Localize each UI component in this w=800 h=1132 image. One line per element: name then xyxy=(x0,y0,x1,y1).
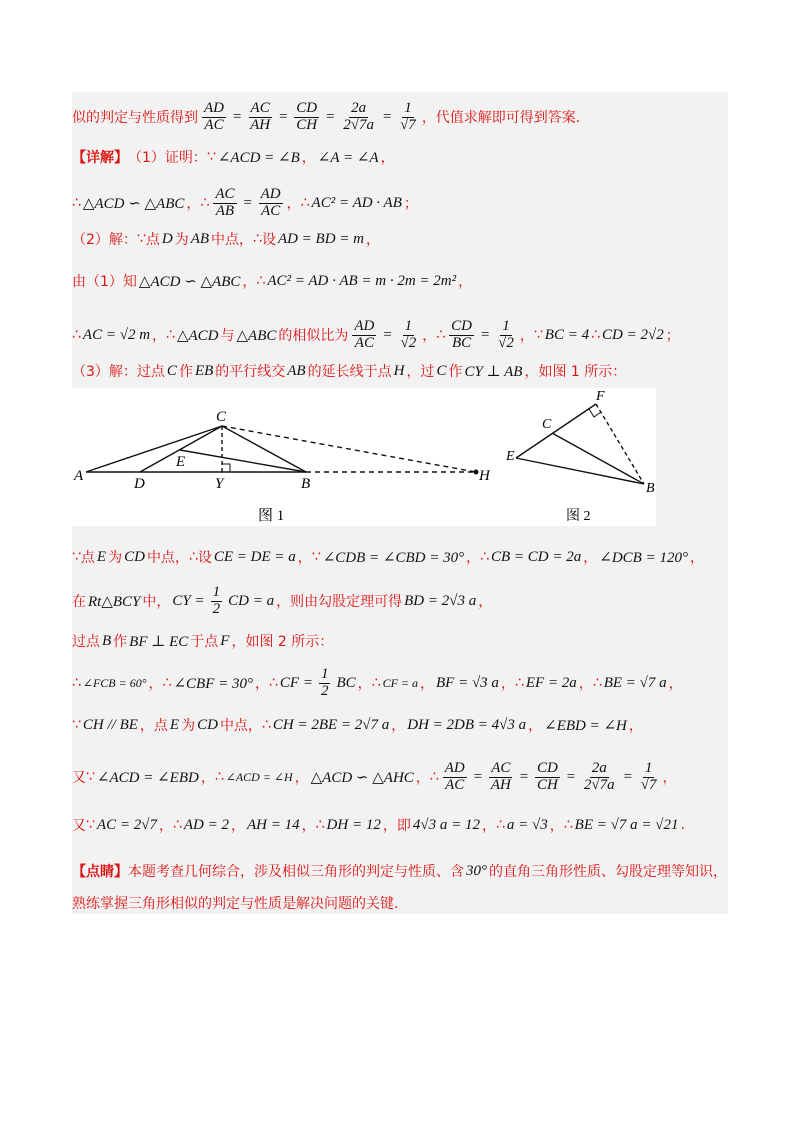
text-line xyxy=(72,186,728,220)
text-run: ， xyxy=(255,676,269,692)
text-run: ∴ xyxy=(591,327,600,343)
text-run: ∴ xyxy=(514,675,524,691)
text-line xyxy=(72,584,728,618)
text-run: 中点， xyxy=(146,550,189,566)
denominator: 2 xyxy=(320,682,329,699)
text-run: 的延长线于点 xyxy=(307,364,392,380)
label-e-2: E xyxy=(506,449,515,464)
numerator: 2a xyxy=(591,759,607,776)
math-expression: a = √3 xyxy=(506,816,548,833)
text-run: ∴ xyxy=(315,817,325,833)
math-expression: BE = √7 a xyxy=(603,674,667,691)
math-expression: ∠ACD = ∠EBD xyxy=(96,769,199,786)
numerator: AD xyxy=(260,185,281,202)
numerator: AD xyxy=(444,759,465,776)
text-run: 的平行线交 xyxy=(215,364,286,380)
line-ch xyxy=(222,426,476,472)
label-b: B xyxy=(301,476,311,492)
text-run: （2）解： xyxy=(72,232,137,248)
text-line xyxy=(72,318,728,352)
numerator: 1 xyxy=(320,665,329,682)
fraction xyxy=(396,101,420,134)
text-run: ∴ xyxy=(72,675,81,691)
text-run: ∴ xyxy=(495,817,505,833)
text-run: ， xyxy=(294,770,309,786)
text-run: 中点， xyxy=(211,232,254,248)
numerator: 1 xyxy=(404,99,412,116)
text-run: ，过 xyxy=(406,364,435,380)
text-run: 作 xyxy=(448,364,463,380)
text-run: ， xyxy=(148,676,163,692)
numerator: CD xyxy=(451,317,472,334)
text-run: ∵ xyxy=(206,149,216,165)
text-run: ， xyxy=(689,550,704,566)
text-run: 的相似比为 xyxy=(278,328,349,344)
text-run: ∵ xyxy=(86,817,95,833)
math-expression: △ACD ∽ △ABC xyxy=(82,195,185,212)
text-run: ， xyxy=(357,676,372,692)
text-line xyxy=(72,666,728,700)
numerator: 1 xyxy=(404,317,413,334)
text-run: ， xyxy=(286,196,301,212)
text-run: ∴ xyxy=(172,817,182,833)
numerator: AC xyxy=(491,759,511,776)
text-run: （3）解：过点 xyxy=(72,364,165,380)
math-expression: CF = a xyxy=(382,675,418,690)
text-run: ∵ xyxy=(136,231,146,247)
math-expression: CY ⊥ AB xyxy=(464,363,523,380)
denominator: 2√7a xyxy=(583,776,615,793)
text-run: ， xyxy=(481,818,496,834)
math-expression: AD = 2 xyxy=(183,816,229,833)
math-expression: ∠CBF = 30° xyxy=(173,675,253,692)
denominator: AC xyxy=(445,776,465,793)
denominator: AH xyxy=(250,116,271,133)
fraction xyxy=(317,667,333,700)
math-expression: BC = 4 xyxy=(544,326,590,343)
math-expression: BD = 2√3 a xyxy=(404,592,477,609)
fraction xyxy=(494,319,518,352)
text-run: ，则由勾股定理可得 xyxy=(276,594,403,610)
text-run: ； xyxy=(403,196,418,212)
math-expression: Rt△BCY xyxy=(88,593,141,610)
text-run: ∵ xyxy=(533,327,543,343)
text-run: 作 xyxy=(113,634,128,650)
text-run: 本题考查几何综合，涉及相似三角形的判定与性质、含 xyxy=(128,864,464,880)
math-expression: DH = 2DB = 4√3 a xyxy=(407,716,527,733)
text-run: （1）证明： xyxy=(128,150,207,166)
text-run: ， xyxy=(578,676,593,692)
text-line xyxy=(72,624,728,658)
label-c: C xyxy=(216,409,227,425)
math-expression: AH = 14 xyxy=(247,816,300,833)
math-expression: CB = CD = 2a xyxy=(491,548,582,565)
label-b-2: B xyxy=(646,481,655,496)
math-expression: CF = xyxy=(279,674,313,691)
denominator: 2 xyxy=(212,600,221,617)
text-run: 为 xyxy=(174,232,189,248)
math-expression: △ACD ∽ △AHC xyxy=(310,769,414,786)
denominator: AC xyxy=(261,202,281,219)
text-run: 似的判定与性质得到 xyxy=(72,110,198,126)
text-run: ， xyxy=(500,676,515,692)
text-run: ∴ xyxy=(166,327,175,343)
geometry-figures xyxy=(72,388,656,526)
text-run: ∴ xyxy=(253,231,262,247)
denominator: √2 xyxy=(400,334,417,351)
text-run: ∴ xyxy=(436,327,446,343)
text-run: 由（1）知 xyxy=(72,274,137,290)
text-run: ∵ xyxy=(311,549,321,565)
math-expression: △ABC xyxy=(236,327,277,344)
math-expression: ∠DCB = 120° xyxy=(599,549,688,566)
math-expression: CD xyxy=(197,716,218,733)
math-expression: = xyxy=(242,194,253,211)
text-run: ∴ xyxy=(563,817,573,833)
fraction xyxy=(533,761,562,794)
text-line xyxy=(72,264,728,298)
text-run: 又 xyxy=(72,818,86,834)
math-expression: BF ⊥ EC xyxy=(129,633,189,650)
text-run: ∴ xyxy=(214,769,224,785)
denominator: 2√7a xyxy=(343,116,374,133)
text-run: 点 xyxy=(145,232,160,248)
right-angle-y xyxy=(222,464,230,472)
denominator: √7 xyxy=(400,116,416,133)
fraction xyxy=(246,101,274,134)
text-line xyxy=(72,222,728,256)
text-run: ∴ xyxy=(188,549,198,565)
math-expression: BE = √7 a = √21 xyxy=(574,816,679,833)
math-expression: = xyxy=(381,108,393,125)
fraction xyxy=(350,319,378,352)
numerator: CD xyxy=(296,99,318,116)
text-run: ， xyxy=(662,770,677,786)
text-run: ，点 xyxy=(139,718,168,734)
math-expression: CD = a xyxy=(228,592,275,609)
text-run: ，如图 1 所示： xyxy=(524,364,627,380)
point-h xyxy=(474,470,478,474)
text-run: 为 xyxy=(108,550,123,566)
line-ac xyxy=(86,426,222,472)
denominator: AC xyxy=(204,116,224,133)
text-run: ， xyxy=(200,770,215,786)
math-expression: ∠ACD = ∠H xyxy=(225,769,293,784)
text-line xyxy=(72,354,728,388)
fraction xyxy=(292,101,321,134)
denominator: √7 xyxy=(640,776,657,793)
text-run: ， xyxy=(420,676,434,692)
math-expression: BC xyxy=(336,674,356,691)
math-expression: ∠FCB = 60° xyxy=(82,675,147,690)
text-run: ， xyxy=(231,818,245,834)
math-expression: △ACD xyxy=(176,327,219,344)
math-expression: C xyxy=(166,362,177,379)
text-run: ， xyxy=(528,718,543,734)
text-run: ， xyxy=(628,718,643,734)
math-expression: E xyxy=(169,716,180,733)
math-expression: AC = √2 m xyxy=(82,326,151,343)
math-expression: CE = DE = a xyxy=(213,548,296,565)
text-run: ，如图 2 所示： xyxy=(231,634,334,650)
math-expression: ∠EBD = ∠H xyxy=(544,717,627,734)
math-expression: = xyxy=(232,108,243,125)
numerator: 2a xyxy=(351,99,367,116)
text-run: ， xyxy=(415,770,430,786)
math-expression: CY = xyxy=(172,592,205,609)
text-line xyxy=(72,100,728,134)
text-run: ∵ xyxy=(72,549,81,565)
denominator: √2 xyxy=(498,334,514,351)
text-run: ∴ xyxy=(256,273,266,289)
math-expression: △ACD ∽ △ABC xyxy=(138,273,241,290)
math-expression: BF = √3 a xyxy=(436,674,499,691)
label-f: F xyxy=(596,389,605,404)
text-run: ， xyxy=(549,818,564,834)
fraction xyxy=(209,585,225,618)
section-heading: 【点睛】 xyxy=(72,864,128,880)
math-expression: AC² = AD · AB xyxy=(311,194,402,211)
denominator: AB xyxy=(215,202,235,219)
text-run: ， xyxy=(158,818,173,834)
math-expression: AB xyxy=(287,362,306,379)
denominator: CH xyxy=(296,116,318,133)
figure-area xyxy=(72,388,656,526)
text-run: ∴ xyxy=(371,675,381,691)
text-run: ， xyxy=(668,676,683,692)
text-run: ，即 xyxy=(382,818,411,834)
text-run: ， xyxy=(152,328,167,344)
text-run: . xyxy=(680,817,685,833)
fraction xyxy=(447,319,476,352)
math-expression: CH = 2BE = 2√7 a xyxy=(272,716,390,733)
numerator: 1 xyxy=(212,583,221,600)
text-run: 中， xyxy=(142,594,171,610)
numerator: AD xyxy=(204,99,224,116)
text-run: ，代值求解即可得到答案. xyxy=(421,110,581,126)
math-expression: = xyxy=(565,768,576,785)
text-run: 熟练掌握三角形相似的判定与性质是解决问题的关键. xyxy=(72,896,399,912)
math-expression: EF = 2a xyxy=(525,674,577,691)
math-expression: D xyxy=(161,230,173,247)
text-run: 设 xyxy=(197,550,212,566)
fraction xyxy=(487,761,515,794)
text-run: ∴ xyxy=(72,327,81,343)
text-run: 为 xyxy=(181,718,196,734)
line-ef xyxy=(516,404,596,458)
figure-2-caption: 图 2 xyxy=(566,509,591,524)
math-expression: = xyxy=(480,326,491,343)
text-line xyxy=(72,540,728,574)
line-cb-2 xyxy=(552,433,644,484)
text-run: 过点 xyxy=(72,634,100,650)
text-run: ∴ xyxy=(592,675,602,691)
numerator: AD xyxy=(354,317,375,334)
math-expression: ∠CDB = ∠CBD = 30° xyxy=(322,549,465,566)
text-run: ， xyxy=(186,196,201,212)
text-run: 的直角三角形性质、勾股定理等知识， xyxy=(489,864,727,880)
text-line xyxy=(72,854,728,888)
text-run: 与 xyxy=(220,328,235,344)
math-expression: CD xyxy=(124,548,145,565)
text-run: ， xyxy=(391,718,406,734)
fraction xyxy=(257,187,285,220)
text-run: 作 xyxy=(178,364,193,380)
label-c-2: C xyxy=(542,417,552,432)
line-eb-2 xyxy=(516,458,644,484)
text-run: ， xyxy=(297,550,312,566)
label-a: A xyxy=(74,468,84,484)
denominator: CH xyxy=(536,776,558,793)
text-run: ， xyxy=(301,150,316,166)
math-expression: AB xyxy=(190,230,210,247)
math-expression: = xyxy=(622,768,633,785)
section-heading: 【详解】 xyxy=(72,150,128,166)
denominator: AC xyxy=(354,334,374,351)
math-expression: AD = BD = m xyxy=(277,230,365,247)
numerator: AC xyxy=(215,185,235,202)
text-run: ， xyxy=(583,550,598,566)
math-expression: CD = 2√2 xyxy=(602,326,664,343)
label-h: H xyxy=(479,468,490,484)
figure-2 xyxy=(516,404,644,484)
numerator: 1 xyxy=(502,317,510,334)
math-expression: = xyxy=(472,768,483,785)
text-run: ， xyxy=(366,232,381,248)
text-run: ∴ xyxy=(429,769,439,785)
math-expression: F xyxy=(220,632,230,649)
math-expression: C xyxy=(436,362,447,379)
line-fb xyxy=(596,404,644,484)
text-run: ∵ xyxy=(86,769,95,785)
text-line xyxy=(72,886,728,920)
math-expression: = xyxy=(325,108,336,125)
text-run: ， xyxy=(242,274,257,290)
fraction xyxy=(580,761,619,794)
numerator: CD xyxy=(536,759,558,776)
text-run: 又 xyxy=(72,770,86,786)
math-expression: DH = 12 xyxy=(326,816,381,833)
figure-1-caption: 图 1 xyxy=(258,508,285,524)
math-expression: B xyxy=(102,632,112,649)
text-run: ， xyxy=(519,328,534,344)
right-angle-f xyxy=(589,409,601,417)
text-run: ∴ xyxy=(300,195,310,211)
text-run: ∴ xyxy=(162,675,172,691)
text-run: 设 xyxy=(261,232,276,248)
math-expression: ∠A = ∠A xyxy=(317,149,379,166)
figure-1 xyxy=(86,426,478,474)
text-line xyxy=(72,808,728,842)
text-line xyxy=(72,140,728,174)
text-run: ∴ xyxy=(72,195,81,211)
math-expression: = xyxy=(518,768,529,785)
math-expression: EB xyxy=(194,362,214,379)
text-run: ∴ xyxy=(480,549,490,565)
text-run: ， xyxy=(422,328,437,344)
text-run: 中点， xyxy=(219,718,262,734)
text-run: ， xyxy=(380,150,395,166)
math-expression: AC² = AD · AB = m · 2m = 2m² xyxy=(267,272,457,289)
fraction xyxy=(441,761,469,794)
math-expression: 30° xyxy=(466,862,487,879)
numerator: 1 xyxy=(644,759,653,776)
text-run: 于点 xyxy=(190,634,219,650)
denominator: BC xyxy=(451,334,472,351)
math-expression: = xyxy=(278,108,289,125)
text-run: ， xyxy=(466,550,481,566)
label-d: D xyxy=(134,476,145,492)
text-run: ， xyxy=(301,818,316,834)
math-expression: = xyxy=(382,326,393,343)
numerator: AC xyxy=(250,99,270,116)
text-line xyxy=(72,760,728,794)
math-expression: H xyxy=(393,362,405,379)
text-run: ∵ xyxy=(72,717,81,733)
math-expression: 4√3 a = 12 xyxy=(412,816,480,833)
text-run: ； xyxy=(665,328,680,344)
text-line xyxy=(72,708,728,742)
math-expression: AC = 2√7 xyxy=(96,816,157,833)
text-run: ， xyxy=(478,594,493,610)
fraction xyxy=(397,319,421,352)
math-expression: ∠ACD = ∠B xyxy=(217,149,300,166)
text-run: ∴ xyxy=(269,675,278,691)
label-e: E xyxy=(176,454,186,470)
text-run: 在 xyxy=(72,594,86,610)
math-expression: CH // BE xyxy=(82,716,138,733)
fraction xyxy=(637,761,661,794)
fraction xyxy=(339,101,378,134)
text-run: 点 xyxy=(80,550,95,566)
fraction xyxy=(200,101,228,134)
text-run: ∴ xyxy=(261,717,271,733)
denominator: AH xyxy=(490,776,511,793)
label-y: Y xyxy=(215,476,224,492)
text-run: ∴ xyxy=(200,195,210,211)
text-run: ， xyxy=(458,274,473,290)
fraction xyxy=(211,187,238,220)
math-expression: E xyxy=(96,548,107,565)
